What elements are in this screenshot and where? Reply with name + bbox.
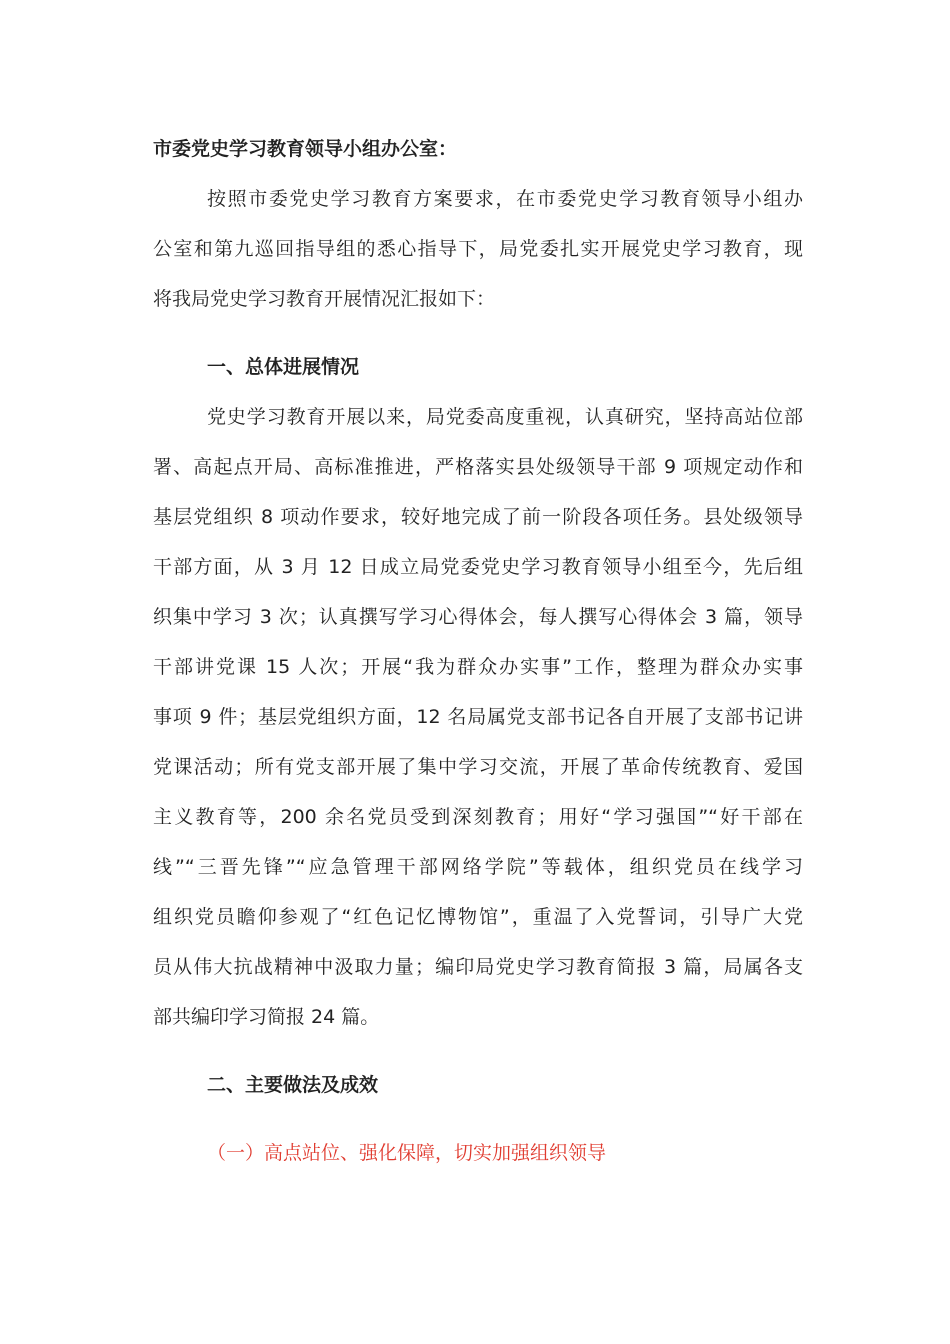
section1-line-11: 组织党员瞻仰参观了“红色记忆博物馆”，重温了入党誓词，引导广大党: [153, 906, 803, 928]
section1-line-1: 党史学习教育开展以来，局党委高度重视，认真研究，坚持高站位部: [207, 406, 803, 428]
section1-line-6: 干部讲党课 15 人次；开展“我为群众办实事”工作，整理为群众办实事: [153, 656, 803, 678]
section1-line-8: 党课活动；所有党支部开展了集中学习交流，开展了革命传统教育、爱国: [153, 756, 803, 778]
section1-line-9: 主义教育等，200 余名党员受到深刻教育；用好“学习强国”“好干部在: [153, 806, 803, 828]
section1-line-13: 部共编印学习简报 24 篇。: [153, 1006, 380, 1028]
section2-heading: 二、主要做法及成效: [207, 1074, 379, 1096]
subsection1-heading: （一）高点站位、强化保障，切实加强组织领导: [207, 1142, 607, 1164]
section1-line-5: 织集中学习 3 次；认真撰写学习心得体会，每人撰写心得体会 3 篇，领导: [153, 606, 803, 628]
section1-line-4: 干部方面，从 3 月 12 日成立局党委党史学习教育领导小组至今，先后组: [153, 556, 803, 578]
section1-heading: 一、总体进展情况: [207, 356, 360, 378]
section1-line-12: 员从伟大抗战精神中汲取力量；编印局党史学习教育简报 3 篇，局属各支: [153, 956, 803, 978]
section1-line-10: 线”“三晋先锋”“应急管理干部网络学院”等载体，组织党员在线学习: [153, 856, 803, 878]
section1-line-3: 基层党组织 8 项动作要求，较好地完成了前一阶段各项任务。县处级领导: [153, 506, 803, 528]
intro-line-3: 将我局党史学习教育开展情况汇报如下：: [153, 288, 496, 310]
section1-line-2: 署、高起点开局、高标准推进，严格落实县处级领导干部 9 项规定动作和: [153, 456, 803, 478]
intro-line-2: 公室和第九巡回指导组的悉心指导下，局党委扎实开展党史学习教育，现: [153, 238, 803, 260]
section1-line-7: 事项 9 件；基层党组织方面，12 名局属党支部书记各自开展了支部书记讲: [153, 706, 803, 728]
salutation: 市委党史学习教育领导小组办公室：: [153, 138, 458, 160]
intro-line-1: 按照市委党史学习教育方案要求，在市委党史学习教育领导小组办: [207, 188, 803, 210]
